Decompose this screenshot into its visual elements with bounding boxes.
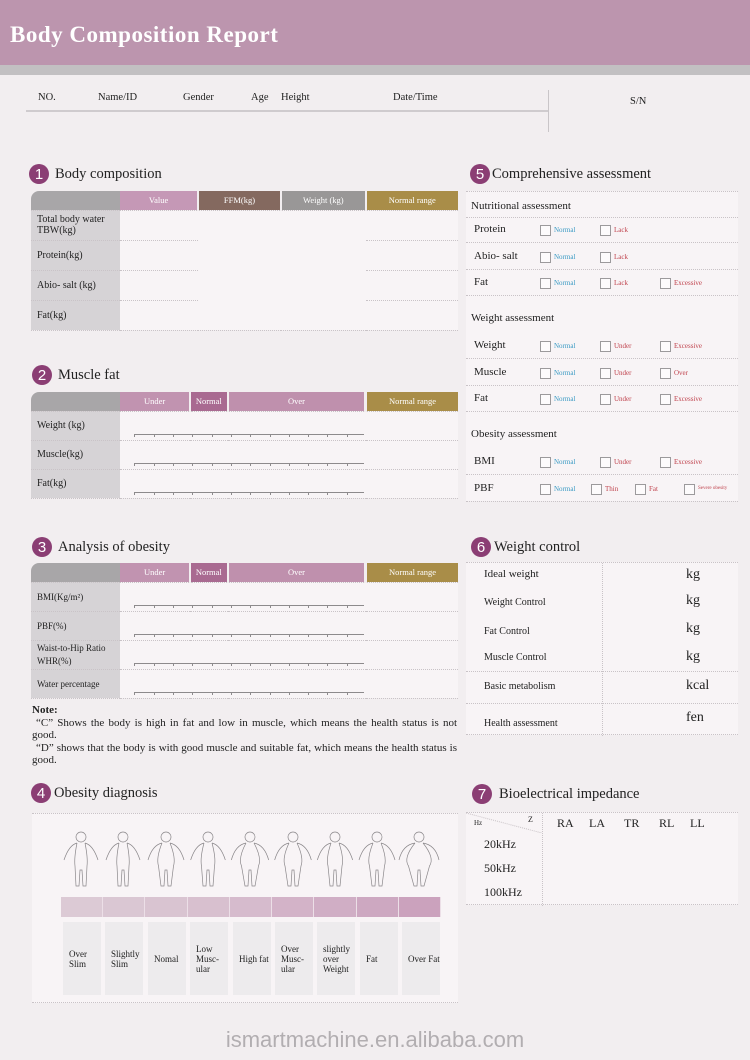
title-banner — [0, 0, 750, 65]
body-composition-table — [31, 191, 458, 331]
col-ra: RA — [557, 816, 574, 830]
section-number-1-icon: 1 — [29, 164, 49, 184]
assessment-row-fat — [466, 386, 738, 412]
checkbox-lack[interactable] — [600, 252, 611, 263]
col-tr: TR — [624, 816, 640, 830]
diagnosis-gradient-bar — [61, 897, 441, 917]
pbf-normal-range — [366, 611, 458, 640]
checkbox-under[interactable] — [600, 394, 611, 405]
option-label: Under — [614, 368, 632, 377]
section-title-text: Obesity diagnosis — [54, 784, 158, 801]
pbf-scale — [120, 611, 365, 640]
weight-control-panel: Ideal weight kg Weight Control kg Fat Control kg Muscle Control kg Basic metabolism kcal Health assessment fen — [466, 562, 738, 735]
option-label: Lack — [614, 226, 628, 234]
row-100khz: 100kHz — [484, 885, 522, 899]
option-label: Excessive — [674, 279, 702, 287]
option-label: Normal — [554, 252, 576, 261]
row-fat: Fat(kg) — [31, 469, 120, 498]
col-normal: Normal — [190, 563, 228, 582]
row-abio-salt: Abio- salt (kg) — [31, 270, 120, 300]
category-normal: Nomal — [148, 922, 186, 995]
assessment-label: Protein — [474, 223, 506, 235]
section-title-text: Weight control — [494, 538, 581, 555]
bmi-scale — [120, 582, 365, 611]
col-normal-range: Normal range — [366, 191, 458, 210]
water-scale — [120, 669, 365, 698]
option-label: Excessive — [674, 458, 702, 466]
option-label: Over — [674, 368, 688, 377]
abio-salt-value — [120, 270, 197, 300]
option-label: Excessive — [674, 342, 702, 350]
assessment-label: BMI — [474, 455, 495, 467]
row-fat: Fat(kg) — [31, 300, 120, 330]
col-normal: Normal — [190, 392, 228, 411]
body-figure-icon — [102, 830, 144, 890]
option-label: Thin — [605, 484, 619, 493]
fat-normal-range — [366, 469, 458, 498]
muscle-fat-table — [31, 392, 458, 499]
option-label: Under — [614, 458, 632, 466]
option-label: Lack — [614, 279, 628, 287]
hz-label: Hz — [474, 819, 483, 827]
row-pbf: PBF(%) — [31, 611, 120, 640]
option-label: Lack — [614, 252, 628, 261]
option-label: Normal — [554, 342, 576, 350]
section-title-text: Analysis of obesity — [58, 538, 170, 555]
tbw-normal-range — [366, 210, 458, 240]
sn-divider — [548, 90, 549, 132]
row-weight: Weight (kg) — [31, 411, 120, 440]
category-over-fat: Over Fat — [402, 922, 440, 995]
watermark: ismartmachine.en.alibaba.com — [225, 1027, 525, 1052]
assessment-label: Muscle — [474, 365, 507, 378]
section-weight-control-title — [471, 537, 580, 557]
option-label: Fat — [649, 484, 658, 493]
section-title-text: Muscle fat — [58, 366, 120, 383]
option-label: Normal — [554, 395, 576, 403]
col-rl: RL — [659, 816, 675, 830]
body-figure-icon — [398, 830, 440, 890]
checkbox-over[interactable] — [660, 368, 671, 379]
checkbox-excessive[interactable] — [660, 278, 671, 289]
muscle-normal-range — [366, 440, 458, 469]
section-number-4-icon: 4 — [31, 783, 51, 803]
category-high-fat: High fat — [233, 922, 271, 995]
fat-value — [120, 300, 365, 330]
row-tbw: Total body water TBW(kg) — [31, 210, 120, 240]
muscle-scale — [120, 440, 365, 469]
serial-number-label: S/N — [630, 96, 647, 107]
body-figure-icon — [145, 830, 187, 890]
bmi-normal-range — [366, 582, 458, 611]
checkbox-fat[interactable] — [635, 484, 646, 495]
field-no: NO. — [38, 92, 56, 103]
diagnosis-categories — [63, 922, 441, 995]
option-label: Severe obesity — [698, 485, 728, 491]
checkbox-under[interactable] — [600, 368, 611, 379]
whr-normal-range — [366, 640, 458, 669]
row-bmi: BMI(Kg/m²) — [31, 582, 120, 611]
col-ll: LL — [690, 816, 705, 830]
field-name-id: Name/ID — [98, 92, 138, 103]
checkbox-normal[interactable] — [540, 341, 551, 352]
note-line-d: “D” shows that the body is with good muscle and suitable fat, which means the health status is good. — [32, 741, 457, 766]
section-title-text: Bioelectrical impedance — [499, 785, 640, 802]
field-gender: Gender — [183, 92, 214, 103]
body-figure-icon — [60, 830, 102, 890]
checkbox-severe-obesity[interactable] — [684, 484, 695, 495]
col-over: Over — [228, 563, 366, 582]
body-figure-icon — [272, 830, 314, 890]
section-muscle-fat-title — [32, 365, 120, 385]
option-label: Normal — [554, 458, 576, 466]
assessment-label: Weight — [474, 339, 506, 351]
col-normal-range: Normal range — [366, 392, 458, 411]
row-protein: Protein(kg) — [31, 240, 120, 270]
col-over: Over — [228, 392, 366, 411]
assessment-row-abio-salt — [466, 244, 738, 270]
option-label: Normal — [554, 279, 576, 287]
ffm-value — [198, 210, 281, 300]
report-title: Body Composition Report — [10, 22, 279, 47]
checkbox-excessive[interactable] — [660, 457, 671, 468]
category-over-muscular: Over Musc-ular — [275, 922, 313, 995]
assessment-row-fat — [466, 270, 738, 296]
assessment-row-pbf — [466, 476, 738, 502]
option-label: Normal — [554, 484, 576, 493]
weight-value — [281, 210, 365, 300]
comprehensive-panel — [466, 191, 738, 501]
checkbox-normal[interactable] — [540, 225, 551, 236]
assessment-label: PBF — [474, 481, 494, 494]
option-label: Excessive — [674, 395, 702, 403]
bioimpedance-table — [466, 812, 738, 905]
section-body-composition-title — [29, 164, 162, 184]
field-date-time: Date/Time — [393, 92, 438, 103]
category-slightly-over-weight: slightly over Weight — [317, 922, 355, 995]
nutritional-assessment-heading: Nutritional assessment — [471, 200, 571, 212]
checkbox-excessive[interactable] — [660, 341, 671, 352]
section-title-text: Comprehensive assessment — [492, 165, 652, 182]
category-over-slim: Over Slim — [63, 922, 101, 995]
section-obesity-analysis-title — [32, 537, 170, 557]
section-number-7-icon: 7 — [472, 784, 492, 804]
note-line-c: “C” Shows the body is high in fat and low in muscle, which means the health status is not good. — [32, 716, 457, 741]
col-ffm: FFM(kg) — [198, 191, 281, 210]
section-number-2-icon: 2 — [32, 365, 52, 385]
body-figure-icon — [356, 830, 398, 890]
section-obesity-diagnosis-title — [31, 783, 158, 803]
obesity-assessment-heading: Obesity assessment — [471, 428, 557, 440]
section-bioimpedance-title — [472, 784, 640, 804]
checkbox-under[interactable] — [600, 457, 611, 468]
divider-bar — [0, 65, 750, 75]
row-muscle: Muscle(kg) — [31, 440, 120, 469]
tbw-value — [120, 210, 197, 240]
option-label: Normal — [554, 368, 576, 377]
col-weight: Weight (kg) — [281, 191, 365, 210]
option-label: Under — [614, 342, 632, 350]
checkbox-normal[interactable] — [540, 457, 551, 468]
checkbox-normal[interactable] — [540, 252, 551, 263]
category-low-muscular: Low Musc-ular — [190, 922, 228, 995]
fat-scale — [120, 469, 365, 498]
checkbox-lack[interactable] — [600, 225, 611, 236]
assessment-row-bmi — [466, 449, 738, 475]
col-under: Under — [120, 392, 189, 411]
field-age: Age — [251, 92, 269, 103]
weight-normal-range — [366, 411, 458, 440]
col-normal-range: Normal range — [366, 563, 458, 582]
note-block — [32, 704, 457, 767]
field-height: Height — [281, 92, 310, 103]
z-label: Z — [528, 815, 533, 824]
checkbox-lack[interactable] — [600, 278, 611, 289]
checkbox-normal[interactable] — [540, 278, 551, 289]
col-under: Under — [120, 563, 189, 582]
category-slightly-slim: Slightly Slim — [105, 922, 143, 995]
checkbox-normal[interactable] — [540, 484, 551, 495]
section-number-5-icon: 5 — [470, 164, 490, 184]
obesity-analysis-table — [31, 563, 458, 699]
water-normal-range — [366, 669, 458, 698]
assessment-label: Fat — [474, 276, 489, 288]
body-figure-icon — [187, 830, 229, 890]
row-20khz: 20kHz — [484, 837, 516, 851]
section-comprehensive-title — [470, 164, 651, 184]
note-title: Note: — [32, 704, 58, 716]
abio-salt-normal-range — [366, 270, 458, 300]
protein-value — [120, 240, 197, 270]
section-number-6-icon: 6 — [471, 537, 491, 557]
assessment-row-protein — [466, 217, 738, 243]
checkbox-excessive[interactable] — [660, 394, 671, 405]
checkbox-thin[interactable] — [591, 484, 602, 495]
section-title-text: Body composition — [55, 165, 162, 182]
body-figure-icon — [229, 830, 271, 890]
weight-scale — [120, 411, 365, 440]
assessment-row-weight — [466, 333, 738, 359]
checkbox-normal[interactable] — [540, 368, 551, 379]
category-fat: Fat — [360, 922, 398, 995]
option-label: Normal — [554, 226, 576, 234]
assessment-label: Fat — [474, 392, 489, 404]
protein-normal-range — [366, 240, 458, 270]
assessment-label: Abio- salt — [474, 249, 518, 262]
row-whr: Waist-to-Hip Ratio WHR(%) — [31, 640, 120, 669]
col-la: LA — [589, 816, 605, 830]
weight-assessment-heading: Weight assessment — [471, 312, 555, 324]
section-number-3-icon: 3 — [32, 537, 52, 557]
checkbox-under[interactable] — [600, 341, 611, 352]
patient-info-header — [26, 86, 548, 112]
checkbox-normal[interactable] — [540, 394, 551, 405]
row-water-percentage: Water percentage — [31, 669, 120, 698]
row-50khz: 50kHz — [484, 861, 516, 875]
body-figure-icon — [314, 830, 356, 890]
option-label: Under — [614, 395, 632, 403]
fat-normal-range — [366, 300, 458, 330]
assessment-row-muscle — [466, 360, 738, 386]
col-value: Value — [120, 191, 197, 210]
whr-scale — [120, 640, 365, 669]
